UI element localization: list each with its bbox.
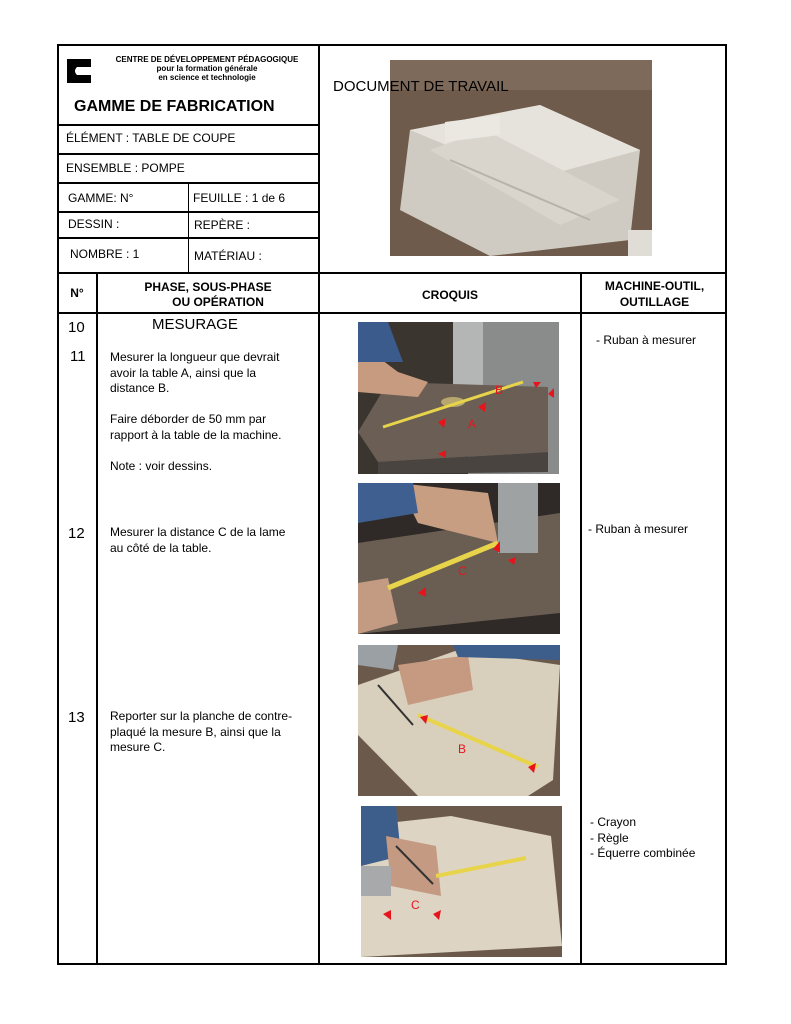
element-field: ÉLÉMENT : TABLE DE COUPE <box>66 131 236 145</box>
text-line: avoir la table A, ainsi que la <box>110 365 257 380</box>
tool-regle: - Règle <box>590 830 629 845</box>
row-11-text <box>110 350 281 474</box>
photo2-label-c: C <box>458 564 467 578</box>
text-line: Faire déborder de 50 mm par <box>110 412 267 426</box>
doc-type: DOCUMENT DE TRAVAIL <box>333 78 509 95</box>
text-line: Reporter sur la planche de contre- <box>110 709 293 723</box>
ensemble-field: ENSEMBLE : POMPE <box>66 161 185 175</box>
text-line: distance B. <box>110 381 170 395</box>
col-line-machine <box>580 272 582 965</box>
table-header-bottom <box>57 312 727 314</box>
text-line: au côté de la table. <box>110 540 212 555</box>
row-num-11: 11 <box>70 348 86 365</box>
tool-ruban-2: - Ruban à mesurer <box>588 522 689 536</box>
text-line: Mesurer la longueur que devrait <box>110 350 280 364</box>
text-line: rapport à la table de la machine. <box>110 427 282 442</box>
org-line-2: pour la formation générale <box>156 64 258 73</box>
text-line: mesure C. <box>110 740 166 754</box>
row-line <box>57 153 320 155</box>
repere-field: REPÈRE : <box>194 218 251 232</box>
tool-equerre: - Équerre combinée <box>590 846 696 860</box>
tool-crayon: - Crayon <box>590 815 637 829</box>
col-header-num: N° <box>70 286 84 300</box>
row-num-12: 12 <box>68 525 85 542</box>
row-13-text <box>110 709 292 756</box>
photo4-label-c: C <box>411 898 420 912</box>
materiau-field: MATÉRIAU : <box>194 249 262 263</box>
photo1-label-b: B <box>495 383 504 397</box>
tools-row-13 <box>590 815 695 862</box>
table-header-top <box>57 272 727 274</box>
doc-title: GAMME DE FABRICATION <box>74 98 275 115</box>
row-title-mesurage: MESURAGE <box>152 316 238 333</box>
photo1-label-a: A <box>468 417 477 431</box>
row-num-10: 10 <box>68 319 85 336</box>
org-line-3: en science et technologie <box>158 73 256 82</box>
row-num-13: 13 <box>68 709 85 726</box>
text-line <box>110 443 281 459</box>
mid-divider <box>188 182 189 272</box>
col-header-machine-2: OUTILLAGE <box>619 295 690 309</box>
text-line: plaqué la mesure B, ainsi que la <box>110 724 281 739</box>
row-line <box>57 124 320 126</box>
feuille-field: FEUILLE : 1 de 6 <box>193 191 286 205</box>
row-12-text <box>110 525 285 556</box>
text-line: Note : voir dessins. <box>110 458 213 473</box>
croquis-photo-1 <box>358 322 559 474</box>
croquis-photo-3 <box>358 645 560 796</box>
tool-ruban-1: - Ruban à mesurer <box>596 333 697 347</box>
cdp-logo <box>63 55 95 87</box>
photo3-label-b: B <box>458 742 467 756</box>
col-line-num <box>96 272 98 965</box>
croquis-photo-2 <box>358 483 560 634</box>
gamme-field: GAMME: N° <box>68 191 134 205</box>
text-line: Mesurer la distance C de la lame <box>110 525 286 539</box>
org-line-1: CENTRE DE DÉVELOPPEMENT PÉDAGOGIQUE <box>115 55 299 64</box>
col-header-phase-2: OU OPÉRATION <box>172 295 264 309</box>
croquis-photo-4 <box>361 806 562 957</box>
col-header-croquis: CROQUIS <box>421 288 478 302</box>
col-header-phase-1: PHASE, SOUS-PHASE <box>144 280 272 294</box>
text-line <box>110 397 281 413</box>
dessin-field: DESSIN : <box>68 217 120 231</box>
nombre-field: NOMBRE : 1 <box>70 247 140 261</box>
col-header-machine-1: MACHINE-OUTIL, <box>604 279 705 293</box>
